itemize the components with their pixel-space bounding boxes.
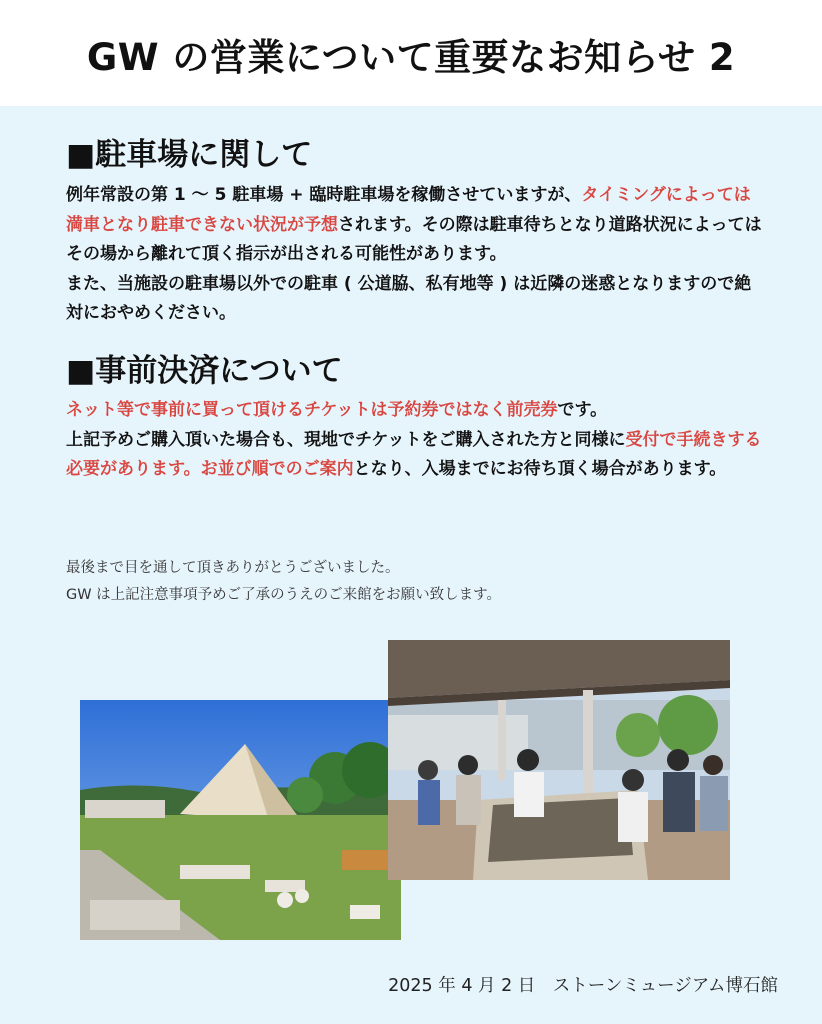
pyramid-garden-photo: [80, 700, 401, 940]
body-text: です。: [557, 400, 608, 420]
closing-line-2: GW は上記注意事項予めご了承のうえのご来館をお願い致します。: [66, 587, 502, 603]
footer-date-organization: 2025 年 4 月 2 日 ストーンミュージアム博石館: [388, 976, 778, 996]
body-text: 上記予めご購入頂いた場合も、現地でチケットをご購入された方と同様に: [66, 429, 626, 450]
prepayment-body: [66, 396, 766, 485]
closing-message: [66, 555, 766, 609]
highlighted-text: 受付で手続きする必要があります。お並び順でのご案内: [66, 429, 762, 479]
body-text: また、当施設の駐車場以外での駐車 ( 公道脇、私有地等 ) は近隣の迷惑となりますので絶対におやめください。: [66, 273, 752, 323]
body-text: となり、入場までにお待ち頂く場合があります。: [353, 459, 727, 479]
parking-body: [66, 181, 766, 329]
gem-digging-photo: [388, 640, 730, 880]
header-banner: [0, 0, 822, 106]
prepayment-heading: ■事前決済について: [66, 353, 343, 389]
highlighted-text: ネット等で事前に買って頂けるチケットは予約券ではなく前売券: [66, 400, 558, 420]
closing-line-1: 最後まで目を通して頂きありがとうございました。: [66, 560, 400, 576]
body-text: 例年常設の第 1 ～ 5 駐車場 + 臨時駐車場を稼働させていますが、: [66, 185, 582, 205]
body-text: されます。その際は駐車待ちとなり道路状況によってはその場から離れて頂く指示が出される可能性があります。: [66, 214, 762, 264]
parking-heading: ■駐車場に関して: [66, 137, 313, 173]
page-title: GW の営業について重要なお知らせ 2: [86, 36, 736, 79]
highlighted-text: タイミングによっては満車となり駐車できない状況が予想: [66, 185, 751, 235]
